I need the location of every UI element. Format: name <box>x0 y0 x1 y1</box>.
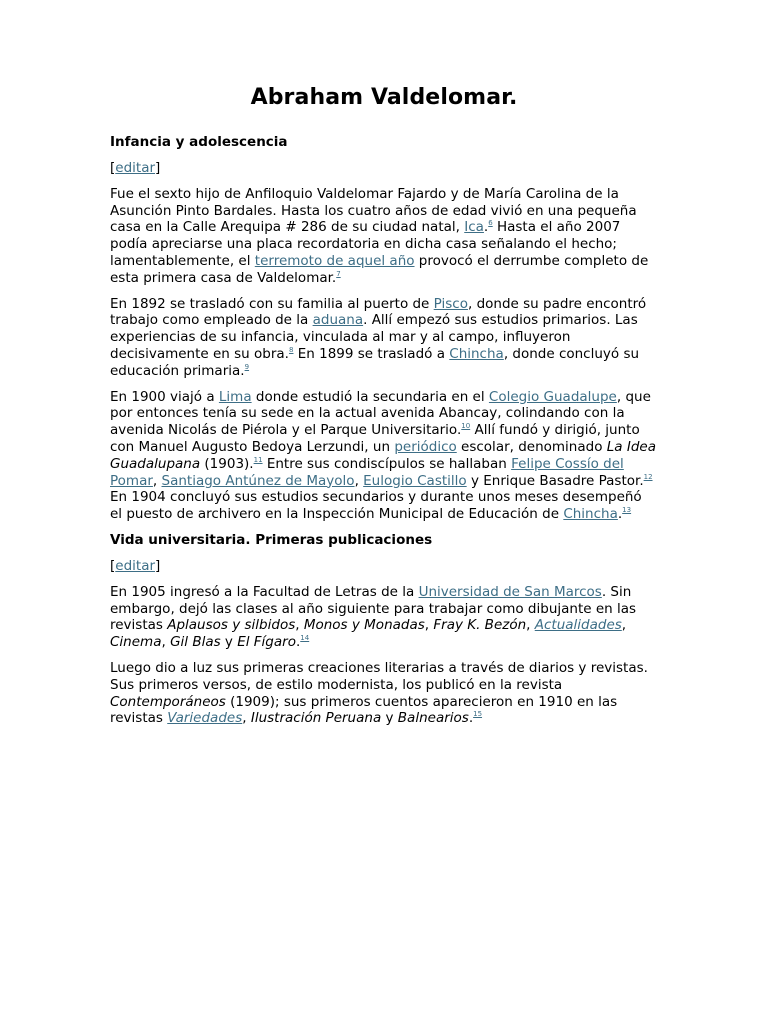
ref-link-13[interactable]: 13 <box>622 506 632 515</box>
text: provocó el derrumbe completo de esta primera casa de Valdelomar. <box>110 252 649 286</box>
text: (1903). <box>200 455 254 472</box>
text: . <box>617 506 623 523</box>
text: y Enrique Basadre Pastor. <box>466 472 644 489</box>
text: . <box>295 634 301 651</box>
text: , donde concluyó su educación primaria. <box>110 345 640 379</box>
text: . <box>483 219 489 236</box>
link-colegio-guadalupe[interactable]: Colegio Guadalupe <box>488 388 617 405</box>
ref-sup <box>336 270 340 278</box>
ref-sup <box>461 422 470 430</box>
text: , <box>242 710 251 727</box>
text: Entre sus condiscípulos se hallaban <box>262 455 512 472</box>
text: , que por entonces tenía su sede en la actual avenida Abancay, colindando con la avenida Nicolás de Piérola y el Parque Universitario. <box>110 388 651 439</box>
link-chincha-2[interactable]: Chincha <box>563 506 618 523</box>
text: y <box>381 710 398 727</box>
italic-title: Contemporáneos <box>110 693 226 710</box>
paragraph-1 <box>110 186 658 287</box>
ref-sup <box>473 710 482 718</box>
text: , <box>354 472 364 489</box>
ref-link-15[interactable]: 15 <box>473 710 483 719</box>
bracket-open: [ <box>110 557 116 574</box>
link-terremoto[interactable]: terremoto de aquel año <box>254 252 415 269</box>
ref-link-14[interactable]: 14 <box>300 634 310 643</box>
paragraph-3 <box>110 389 658 523</box>
text: . <box>468 710 474 727</box>
bracket-close: ] <box>155 557 161 574</box>
paragraph-2 <box>110 296 658 380</box>
link-universidad-san-marcos[interactable]: Universidad de San Marcos <box>418 583 602 600</box>
ref-sup <box>622 506 631 514</box>
italic-title: Balnearios <box>397 710 469 727</box>
text: Hasta el año 2007 podía apreciarse una placa recordatoria en dicha casa señalando el hecho; lamentablemente, el <box>110 219 621 269</box>
edit-link-wrapper <box>110 160 658 177</box>
text: escolar, denominado <box>456 438 607 455</box>
ref-link-9[interactable]: 9 <box>244 362 250 371</box>
link-eulogio-castillo[interactable]: Eulogio Castillo <box>363 472 467 489</box>
text: Fue el sexto hijo de Anfiloquio Valdelomar Fajardo y de María Carolina de la Asunción Pinto Bardales. Hasta los cuatro años de edad vivió en una pequeña casa en la Calle Arequipa # 286 de su ciudad natal, <box>110 185 637 236</box>
edit-link-section-2[interactable]: editar <box>115 557 156 574</box>
ref-sup <box>254 456 263 464</box>
link-felipe-cossio[interactable]: Felipe Cossío del Pomar <box>110 455 624 489</box>
ref-link-11[interactable]: 11 <box>253 455 263 464</box>
ref-link-8[interactable]: 8 <box>288 345 294 354</box>
text: , donde su padre encontró trabajo como empleado de la <box>110 295 647 329</box>
text: En 1900 viajó a <box>110 388 219 405</box>
text: , <box>152 472 162 489</box>
italic-title: Fray K. Bezón <box>433 617 527 634</box>
link-variedades[interactable]: Variedades <box>167 710 243 727</box>
italic-title: Ilustración Peruana <box>250 710 382 727</box>
text: En 1899 se trasladó a <box>293 345 450 362</box>
text: En 1892 se trasladó con su familia al puerto de <box>110 295 434 312</box>
italic-title: Monos y Monadas <box>303 617 425 634</box>
ref-link-12[interactable]: 12 <box>643 472 653 481</box>
ref-sup <box>245 363 249 371</box>
text: , <box>621 617 627 634</box>
text: Luego dio a luz sus primeras creaciones literarias a través de diarios y revistas. Sus primeros versos, de estilo modernista, los publicó en la revista <box>110 659 648 693</box>
page-title: Abraham Valdelomar. <box>250 85 518 110</box>
edit-link-wrapper <box>110 558 658 575</box>
text: . Sin embargo, dejó las clases al año siguiente para trabajar como dibujante en las revistas <box>110 583 637 634</box>
text: En 1905 ingresó a la Facultad de Letras de la <box>110 583 419 600</box>
italic-title: El Fígaro <box>237 634 296 651</box>
link-aduana[interactable]: aduana <box>312 312 364 329</box>
ref-sup <box>644 473 653 481</box>
text: y <box>220 634 238 651</box>
text: . Allí empezó sus estudios primarios. Las experiencias de su infancia, vinculada al mar y al campo, influyeron decisivamente en su obra. <box>110 312 638 362</box>
text: Allí fundó y dirigió, junto con Manuel Augusto Bedoya Lerzundi, un <box>110 422 640 455</box>
italic-title: Cinema <box>110 634 162 651</box>
link-pisco[interactable]: Pisco <box>433 295 468 312</box>
link-santiago-antunez[interactable]: Santiago Antúnez de Mayolo <box>161 472 355 489</box>
text: , <box>526 617 535 634</box>
link-lima[interactable]: Lima <box>218 388 252 405</box>
section-heading-vida-universitaria: Vida universitaria. Primeras publicaciones <box>110 531 433 548</box>
italic-title: Aplausos y silbidos <box>167 617 296 634</box>
bracket-close: ] <box>155 160 161 176</box>
ref-link-6[interactable]: 6 <box>488 219 493 228</box>
link-ica[interactable]: Ica <box>464 219 484 236</box>
italic-title: La Idea Guadalupana <box>110 438 656 472</box>
ref-sup <box>300 634 309 642</box>
link-actualidades[interactable]: Actualidades <box>534 617 622 634</box>
text: En 1904 concluyó sus estudios secundarios y durante unos meses desempeñó el puesto de archivero en la Inspección Municipal de Educación de <box>110 489 642 523</box>
bracket-open: [ <box>110 160 116 176</box>
text: (1909); sus primeros cuentos aparecieron en 1910 en las revistas <box>110 693 618 727</box>
ref-link-7[interactable]: 7 <box>336 269 341 278</box>
text: , <box>295 617 304 634</box>
edit-link-section-1[interactable]: editar <box>115 160 156 176</box>
section-heading-infancia: Infancia y adolescencia <box>110 134 288 150</box>
paragraph-5 <box>110 660 658 727</box>
italic-title: Gil Blas <box>170 634 221 651</box>
paragraph-4 <box>110 584 658 651</box>
text: , <box>424 617 434 634</box>
ref-link-10[interactable]: 10 <box>461 422 471 431</box>
text: donde estudió la secundaria en el <box>251 388 489 405</box>
text: , <box>161 634 171 651</box>
link-chincha[interactable]: Chincha <box>449 345 504 362</box>
link-periodico[interactable]: periódico <box>394 438 457 455</box>
